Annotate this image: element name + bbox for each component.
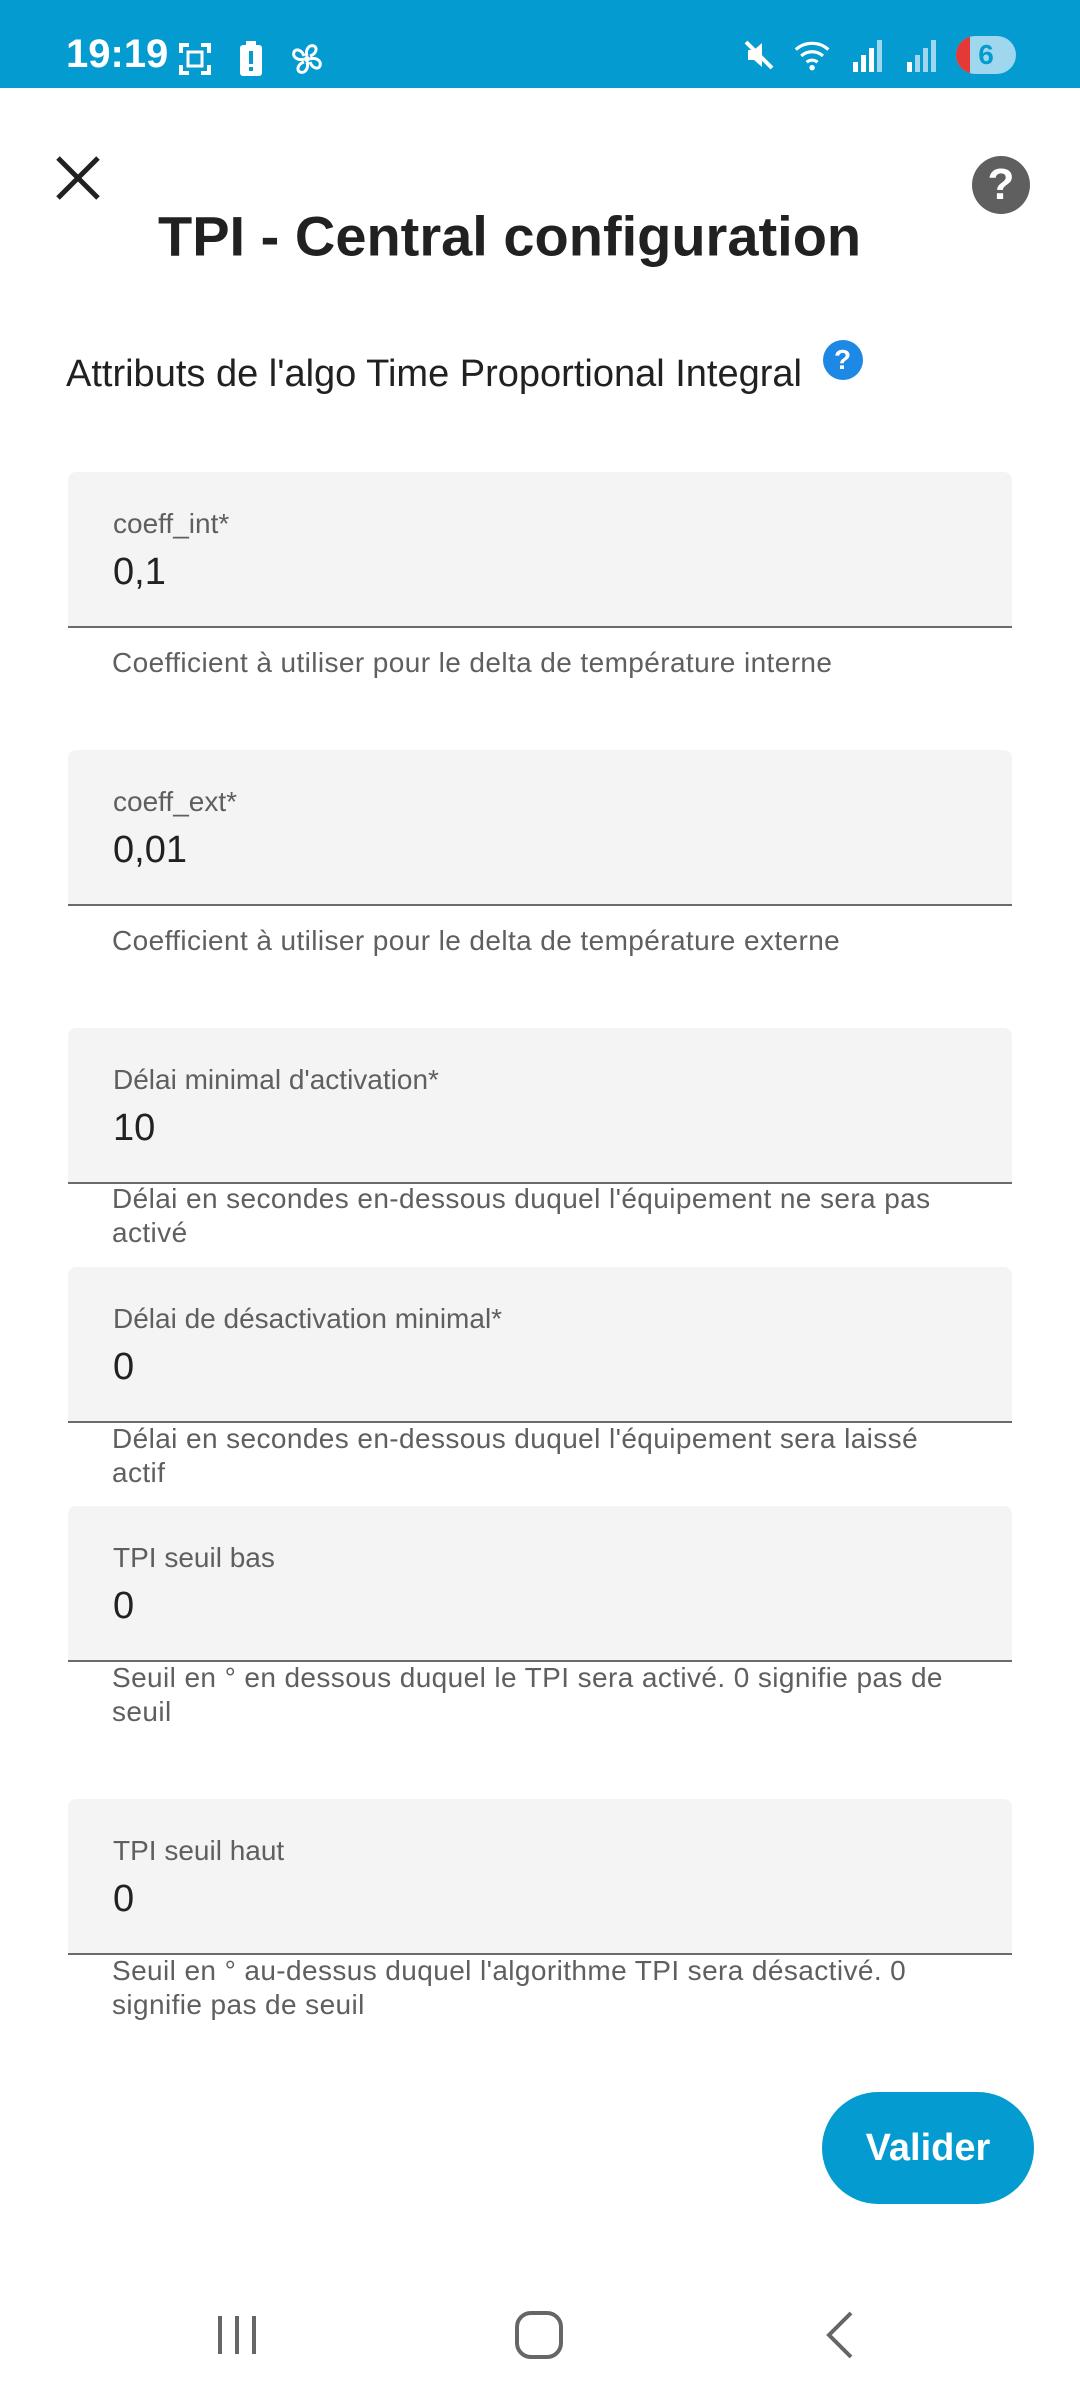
min-deactivation-delay-input[interactable] — [113, 1343, 953, 1391]
field-label: TPI seuil bas — [113, 1542, 275, 1573]
battery-indicator — [956, 36, 1016, 74]
section-heading-text: Attributs de l'algo Time Proportional Integral — [66, 353, 802, 395]
min-deactivation-delay-field[interactable] — [68, 1267, 1012, 1423]
field-label: Délai minimal d'activation* — [113, 1064, 439, 1095]
home-button[interactable] — [484, 2290, 594, 2380]
close-button[interactable] — [50, 150, 106, 206]
status-time: 19:19 — [66, 32, 169, 76]
status-bar — [0, 0, 1080, 88]
signal-icon-2 — [902, 36, 940, 74]
submit-button[interactable]: Valider — [822, 2092, 1034, 2204]
battery-alert-icon — [232, 40, 270, 78]
back-icon — [821, 2307, 861, 2363]
coeff-int-input[interactable] — [113, 548, 953, 596]
screenshot-icon — [176, 40, 214, 78]
close-icon — [50, 150, 106, 206]
tpi-low-threshold-field[interactable] — [68, 1506, 1012, 1662]
field-helper-text: Seuil en ° au-dessus duquel l'algorithme TPI sera désactivé. 0 signifie pas de seuil — [112, 1955, 907, 2020]
coeff-ext-input[interactable] — [113, 826, 953, 874]
recent-apps-icon — [212, 2310, 262, 2360]
field-label: TPI seuil haut — [113, 1835, 285, 1866]
field-helper-text: Coefficient à utiliser pour le delta de température interne — [112, 647, 833, 678]
field-label: coeff_ext* — [113, 786, 238, 817]
status-left-icons — [176, 40, 326, 78]
system-nav-bar — [0, 2290, 1080, 2400]
status-right-icons — [740, 36, 1016, 74]
dialog-header — [0, 88, 1080, 278]
question-mark-icon: ? — [987, 160, 1015, 209]
info-icon[interactable]: ? — [823, 340, 863, 380]
mute-icon — [740, 36, 778, 74]
battery-level: 6 — [978, 39, 994, 70]
tpi-high-threshold-field[interactable] — [68, 1799, 1012, 1955]
home-icon — [511, 2307, 567, 2363]
tpi-low-threshold-input[interactable] — [113, 1582, 953, 1630]
tpi-high-threshold-input[interactable] — [113, 1875, 953, 1923]
section-heading — [66, 344, 863, 398]
field-label: Délai de désactivation minimal* — [113, 1303, 503, 1334]
signal-icon — [848, 36, 886, 74]
coeff-int-field[interactable] — [68, 472, 1012, 628]
min-activation-delay-input[interactable] — [113, 1104, 953, 1152]
help-button[interactable] — [972, 156, 1030, 214]
coeff-ext-field[interactable] — [68, 750, 1012, 906]
field-helper-text: Coefficient à utiliser pour le delta de température externe — [112, 925, 841, 956]
fan-icon — [288, 40, 326, 78]
wifi-icon — [794, 36, 832, 74]
back-button[interactable] — [786, 2290, 896, 2380]
recent-apps-button[interactable] — [182, 2290, 292, 2380]
field-helper-text: Délai en secondes en-dessous duquel l'équipement ne sera pas activé — [112, 1183, 931, 1248]
field-label: coeff_int* — [113, 508, 230, 539]
page-title: TPI - Central configuration — [158, 204, 862, 268]
min-activation-delay-field[interactable] — [68, 1028, 1012, 1184]
field-helper-text: Délai en secondes en-dessous duquel l'équipement sera laissé actif — [112, 1423, 919, 1488]
field-helper-text: Seuil en ° en dessous duquel le TPI sera activé. 0 signifie pas de seuil — [112, 1662, 943, 1727]
